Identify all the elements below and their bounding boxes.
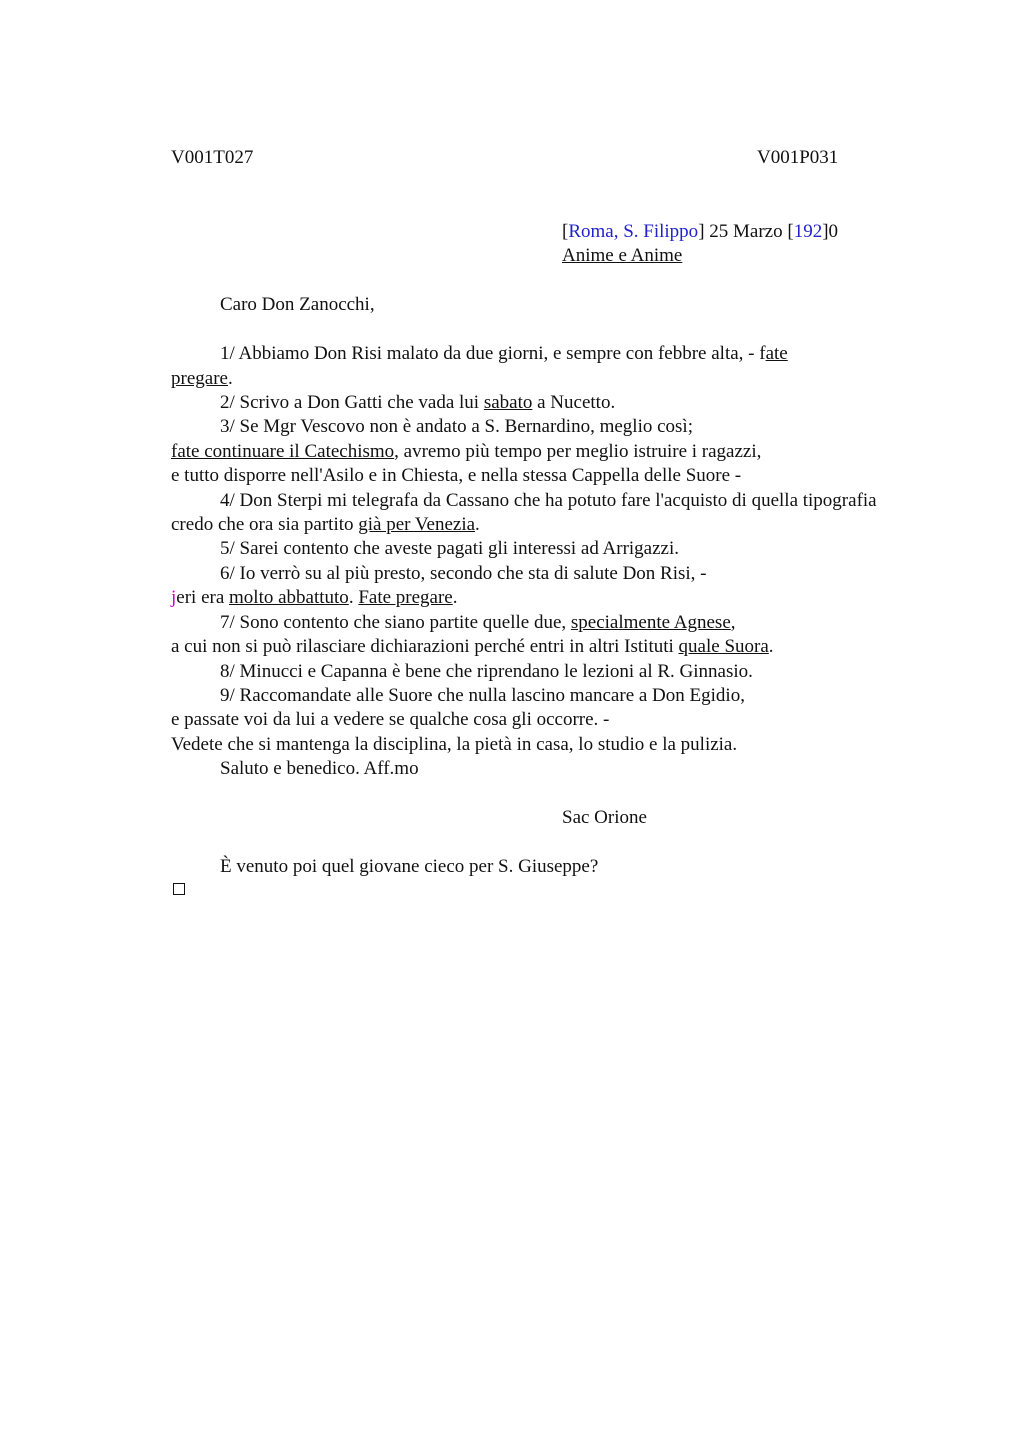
correction-letter: j bbox=[171, 587, 177, 608]
document-code-left: V001T027 bbox=[171, 147, 254, 168]
document-code-right: V001P031 bbox=[757, 147, 839, 168]
missing-glyph-box bbox=[173, 883, 185, 895]
year-tail: ]0 bbox=[822, 221, 839, 242]
paragraph-8: 8/ Minucci e Capanna è bene che riprendano le lezioni al R. Ginnasio. bbox=[220, 661, 753, 682]
year-part: 192 bbox=[793, 221, 823, 242]
paragraph-3-cont: fate continuare il Catechismo, avremo più tempo per meglio istruire i ragazzi, bbox=[171, 441, 762, 462]
paragraph-1: 1/ Abbiamo Don Risi malato da due giorni, e sempre con febbre alta, - fate bbox=[220, 343, 788, 364]
paragraph-7: 7/ Sono contento che siano partite quelle due, specialmente Agnese, bbox=[220, 612, 736, 633]
paragraph-3-cont2: e tutto disporre nell'Asilo e in Chiesta, e nella stessa Cappella delle Suore - bbox=[171, 465, 742, 486]
paragraph-9: 9/ Raccomandate alle Suore che nulla lascino mancare a Don Egidio, bbox=[220, 685, 745, 706]
paragraph-7-cont: a cui non si può rilasciare dichiarazioni perché entri in altri Istituti quale Suora. bbox=[171, 636, 774, 657]
paragraph-2: 2/ Scrivo a Don Gatti che vada lui sabato a Nucetto. bbox=[220, 392, 616, 413]
dateline bbox=[562, 220, 838, 244]
paragraph-4: 4/ Don Sterpi mi telegrafa da Cassano che ha potuto fare l'acquisto di quella tipografia bbox=[220, 490, 877, 511]
bracket-open: [ bbox=[562, 221, 569, 242]
paragraph-9-cont2: Vedete che si mantenga la disciplina, la pietà in casa, lo studio e la pulizia. bbox=[171, 734, 738, 755]
paragraph-1-cont: pregare. bbox=[171, 368, 233, 389]
paragraph-4-cont: credo che ora sia partito già per Venezia. bbox=[171, 514, 480, 535]
place-name: Roma, S. Filippo bbox=[568, 221, 699, 242]
paragraph-9-cont: e passate voi da lui a vedere se qualche cosa gli occorre. - bbox=[171, 709, 610, 730]
bracket-close: ] bbox=[698, 221, 705, 242]
closing: Saluto e benedico. Aff.mo bbox=[220, 758, 419, 779]
paragraph-6-cont: jeri era molto abbattuto. Fate pregare. bbox=[171, 587, 458, 608]
signature: Sac Orione bbox=[562, 807, 647, 828]
paragraph-5: 5/ Sarei contento che aveste pagati gli interessi ad Arrigazzi. bbox=[220, 538, 679, 559]
salutation: Caro Don Zanocchi, bbox=[220, 294, 375, 315]
postscript: È venuto poi quel giovane cieco per S. Giuseppe? bbox=[220, 856, 599, 877]
paragraph-3: 3/ Se Mgr Vescovo non è andato a S. Bernardino, meglio così; bbox=[220, 416, 693, 437]
date-text: 25 Marzo [ bbox=[704, 221, 794, 242]
paragraph-6: 6/ Io verrò su al più presto, secondo che sta di salute Don Risi, - bbox=[220, 563, 707, 584]
motto: Anime e Anime bbox=[562, 245, 683, 266]
